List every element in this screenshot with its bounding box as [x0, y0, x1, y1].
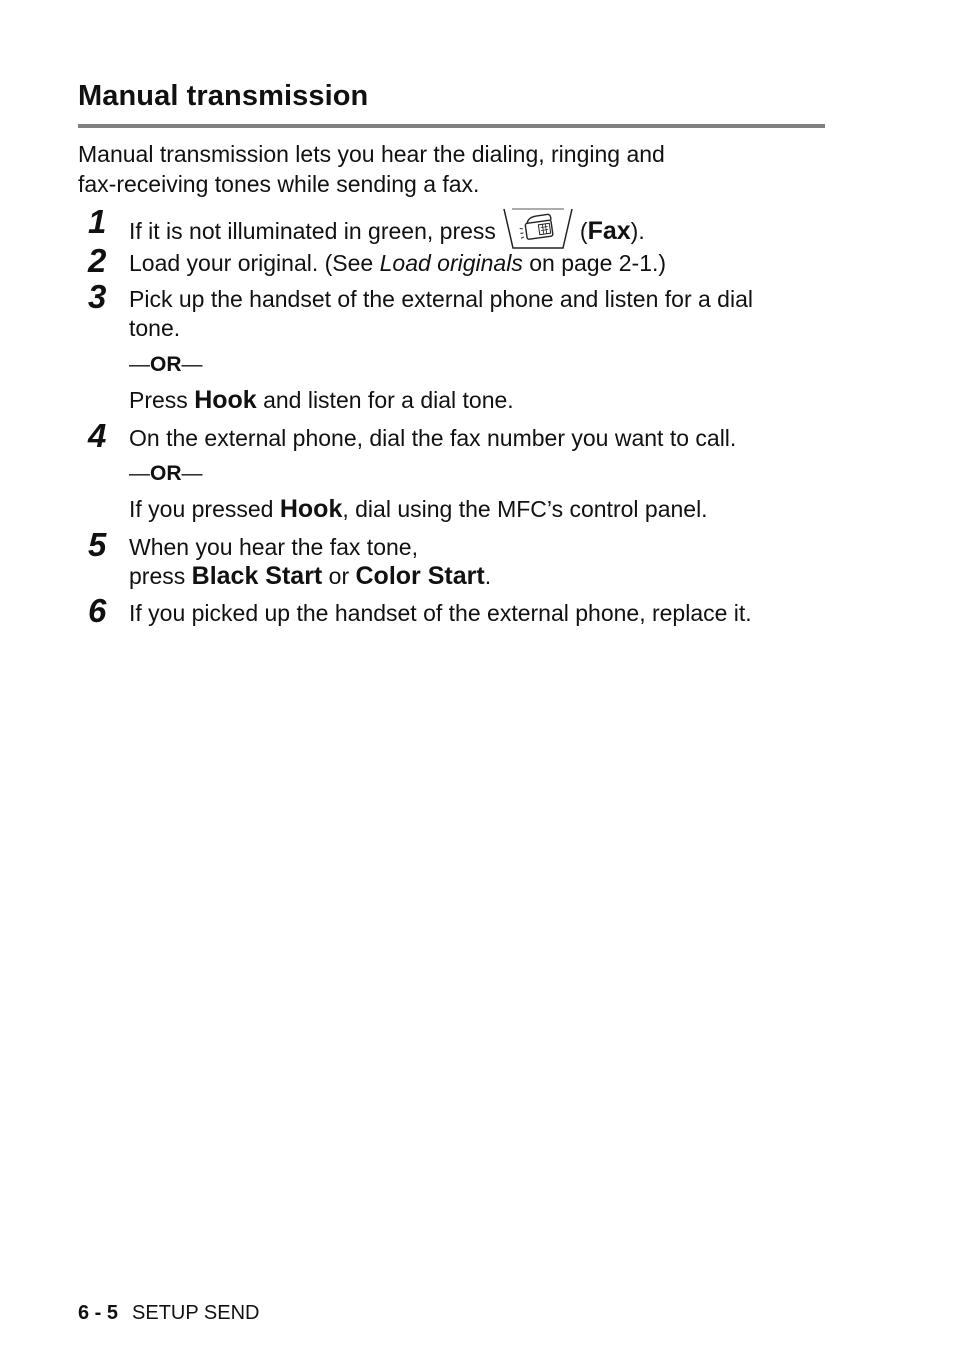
- intro-paragraph: [78, 139, 818, 199]
- paren-close: ).: [630, 218, 645, 245]
- or-separator: —OR—: [129, 353, 203, 376]
- black-start-key-label: Black Start: [191, 562, 323, 590]
- chapter-name: SETUP SEND: [132, 1302, 260, 1324]
- step-5-text: [129, 533, 829, 591]
- fax-key-icon: [502, 206, 574, 252]
- step-5-line-1: When you hear the fax tone,: [129, 534, 418, 560]
- step-5-line-2: press Black Start or Color Start.: [129, 562, 492, 590]
- intro-line: fax-receiving tones while sending a fax.: [78, 171, 480, 197]
- step-4-alternative: If you pressed Hook, dial using the MFC’s control panel.: [129, 495, 708, 523]
- step-2-text-before: Load your original. (See: [129, 250, 380, 276]
- step-6-line-1: If you picked up the handset of the external phone, replace it.: [129, 600, 752, 626]
- step-number: 1: [88, 203, 107, 240]
- page-title: Manual transmission: [78, 80, 369, 112]
- hook-key-label: Hook: [194, 386, 257, 414]
- page-footer: [78, 1302, 259, 1325]
- step-number: 6: [88, 592, 107, 629]
- step-3-alternative: Press Hook and listen for a dial tone.: [129, 386, 514, 414]
- step-number: 4: [88, 417, 107, 454]
- step-6-text: [129, 599, 829, 628]
- color-start-key-label: Color Start: [355, 562, 485, 590]
- page-number: 6 - 5: [78, 1302, 119, 1324]
- fax-key-label: Fax: [587, 217, 631, 246]
- step-number: 5: [88, 526, 107, 563]
- step-1-instruction: If it is not illuminated in green, press: [129, 218, 496, 245]
- step-3-text: [129, 285, 829, 343]
- hook-key-label: Hook: [279, 495, 343, 523]
- cross-reference-link: Load originals: [379, 250, 523, 276]
- step-3-line-2: tone.: [129, 315, 181, 341]
- step-number: 3: [88, 278, 107, 315]
- step-2-text-after: on page 2-1.): [522, 250, 667, 276]
- step-4-text: [129, 424, 829, 453]
- paren-open: (: [579, 218, 588, 245]
- title-rule: [78, 124, 825, 128]
- intro-line: Manual transmission lets you hear the dialing, ringing and: [78, 141, 665, 167]
- step-4-line-1: On the external phone, dial the fax number you want to call.: [129, 425, 737, 451]
- or-separator: —OR—: [129, 462, 203, 485]
- step-number: 2: [88, 242, 107, 279]
- step-2-text: [129, 249, 829, 278]
- step-3-line-1: Pick up the handset of the external phone and listen for a dial: [129, 286, 753, 312]
